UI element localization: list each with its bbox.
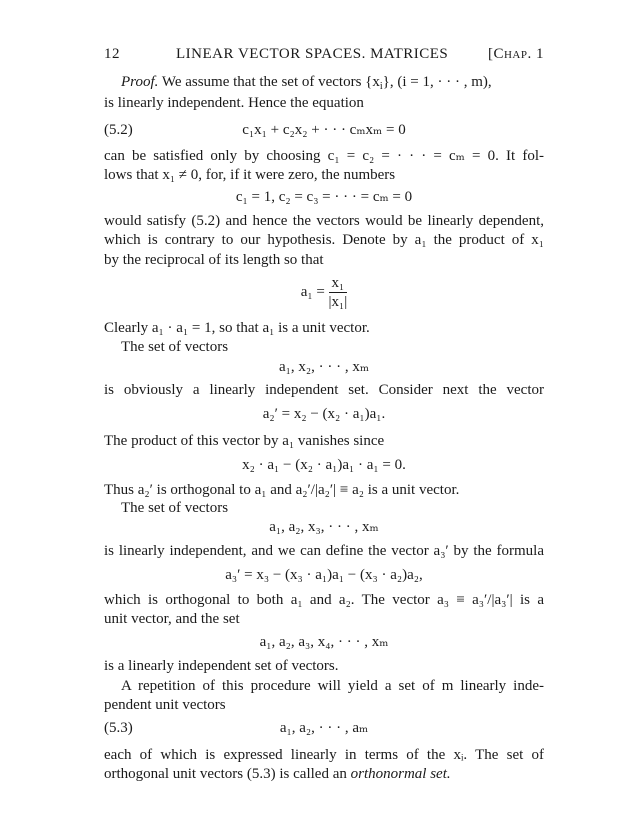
fraction-numerator: x₁ bbox=[329, 274, 348, 293]
page-number: 12 bbox=[104, 46, 120, 62]
equation-5-3 bbox=[104, 718, 544, 738]
text-line: is linearly independent, and we can define the vector a₃′ by the formula bbox=[104, 543, 544, 559]
text-line: Thus a₂′ is orthogonal to a₁ and a₂′/|a₂′| ≡ a₂ is a unit vector. bbox=[104, 482, 460, 498]
text-line: Clearly a₁ · a₁ = 1, so that a₁ is a unit vector. bbox=[104, 320, 370, 336]
text-line: The product of this vector by a₁ vanishes since bbox=[104, 433, 385, 449]
text-line: pendent unit vectors bbox=[104, 697, 226, 713]
text-span: orthogonal unit vectors (5.3) is called an bbox=[104, 766, 347, 782]
text-line: which is orthogonal to both a₁ and a₂. The vector a₃ ≡ a₃′/|a₃′| is a bbox=[104, 592, 544, 608]
equation-set-3: a₁, a₂, a₃, x₄, · · · , xₘ bbox=[259, 634, 389, 650]
equation-a1 bbox=[104, 274, 544, 318]
text-line: can be satisfied only by choosing c₁ = c₂ = · · · = cₘ = 0. It fol- bbox=[104, 148, 544, 164]
text-line: by the reciprocal of its length so that bbox=[104, 252, 324, 268]
equation-c-values: c₁ = 1, c₂ = c₃ = · · · = cₘ = 0 bbox=[235, 189, 413, 205]
text-line: A repetition of this procedure will yield a set of m linearly inde- bbox=[121, 678, 544, 694]
equation-set-2: a₁, a₂, x₃, · · · , xₘ bbox=[269, 519, 379, 535]
text-span: We assume that the set of vectors {x bbox=[161, 74, 380, 90]
equation-lhs: a₁ = bbox=[300, 283, 325, 300]
running-title: LINEAR VECTOR SPACES. MATRICES bbox=[176, 46, 449, 62]
equation-a2-prime: a₂′ = x₂ − (x₂ · a₁)a₁. bbox=[262, 406, 386, 422]
equation-number: (5.3) bbox=[104, 720, 133, 736]
text-line: The set of vectors bbox=[121, 339, 229, 355]
fraction-denominator: |x₁| bbox=[328, 294, 348, 310]
text-span: }, (i = 1, · · · , m), bbox=[382, 74, 492, 90]
text-line: is a linearly independent set of vectors. bbox=[104, 658, 339, 674]
text-line: Proof. We assume that the set of vectors $\{x_i\}$, (i = 1, · · · , m), bbox=[121, 74, 492, 92]
chapter-label: [Chap. 1 bbox=[487, 46, 544, 62]
equation-product: x₂ · a₁ − (x₂ · a₁)a₁ · a₁ = 0. bbox=[242, 457, 406, 473]
text-line: would satisfy (5.2) and hence the vectors would be linearly dependent, bbox=[104, 213, 544, 229]
equation-number: (5.2) bbox=[104, 122, 133, 138]
text-line: lows that x₁ ≠ 0, for, if it were zero, the numbers bbox=[104, 167, 396, 183]
running-header bbox=[104, 46, 544, 66]
equation-a3-prime: a₃′ = x₃ − (x₃ · a₁)a₁ − (x₃ · a₂)a₂, bbox=[225, 567, 423, 583]
text-line bbox=[104, 764, 544, 784]
text-line: is obviously a linearly independent set. Consider next the vector bbox=[104, 382, 544, 398]
text-line: The set of vectors bbox=[121, 500, 229, 516]
proof-label: Proof. bbox=[121, 74, 159, 90]
text-line: each of which is expressed linearly in terms of the xᵢ. The set of bbox=[104, 747, 544, 763]
text-line: unit vector, and the set bbox=[104, 611, 240, 627]
defined-term: orthonormal set. bbox=[350, 766, 451, 782]
equation-body: a₁, a₂, · · · , aₘ bbox=[279, 720, 369, 736]
equation-body: c₁x₁ + c₂x₂ + · · · cₘxₘ = 0 bbox=[242, 122, 406, 138]
text-line: is linearly independent. Hence the equation bbox=[104, 95, 364, 111]
text-line: which is contrary to our hypothesis. Denote by a₁ the product of x₁ bbox=[104, 232, 544, 248]
equation-set-1: a₁, x₂, · · · , xₘ bbox=[278, 359, 370, 375]
fraction bbox=[329, 274, 348, 311]
equation-5-2 bbox=[104, 120, 544, 140]
